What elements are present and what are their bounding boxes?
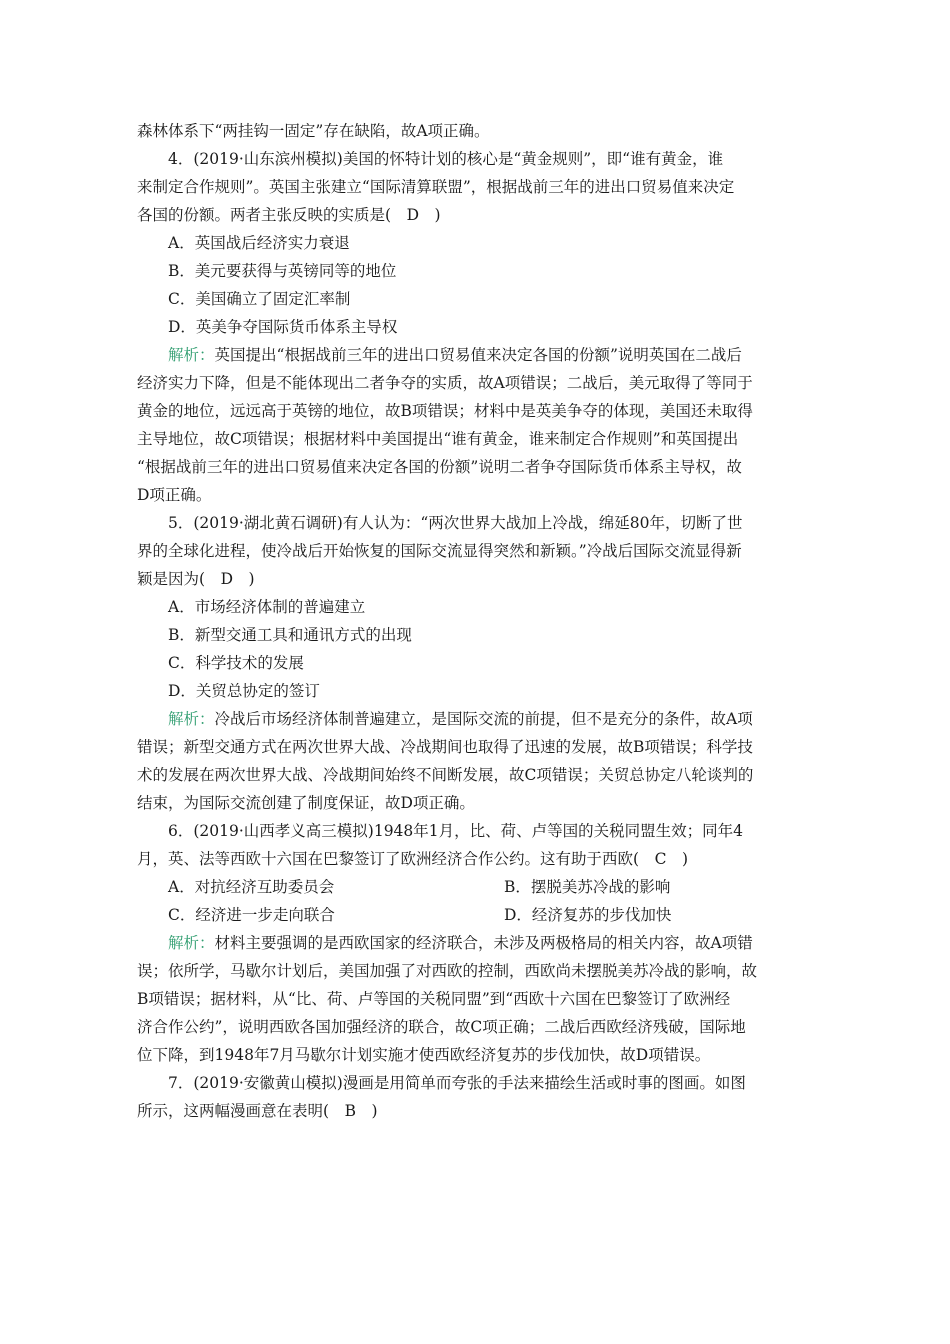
question-7-paren-close: ) bbox=[355, 1102, 378, 1120]
question-5-explanation-line-4: 结束，为国际交流创建了制度保证，故D项正确。 bbox=[137, 794, 475, 812]
question-5-option-c: C．科学技术的发展 bbox=[168, 654, 304, 672]
question-6-stem-line-1: 6．(2019·山西孝义高三模拟)1948年1月，比、荷、卢等国的关税同盟生效；同年4 bbox=[168, 822, 744, 840]
question-7-stem-line-1: 7．(2019·安徽黄山模拟)漫画是用简单而夸张的手法来描绘生活或时事的图画。如图 bbox=[168, 1074, 746, 1092]
question-4-paren-close: ) bbox=[419, 206, 441, 224]
question-4-option-d: D．英美争夺国际货币体系主导权 bbox=[168, 318, 398, 336]
question-7-stem-text: 所示，这两幅漫画意在表明( bbox=[137, 1102, 345, 1120]
question-6-stem-line-2 bbox=[137, 849, 688, 869]
question-6-explanation-text: 材料主要强调的是西欧国家的经济联合，未涉及两极格局的相关内容，故A项错 bbox=[214, 934, 753, 952]
question-6-explanation-line-3: B项错误；据材料，从“比、荷、卢等国的关税同盟”到“西欧十六国在巴黎签订了欧洲经 bbox=[137, 990, 731, 1008]
explanation-label: 解析： bbox=[168, 710, 215, 728]
question-7-answer: B bbox=[344, 1102, 356, 1120]
question-4-stem-line-3 bbox=[137, 205, 441, 225]
question-6-explanation-line-4: 济合作公约”，说明西欧各国加强经济的联合，故C项正确；二战后西欧经济残破，国际地 bbox=[137, 1018, 746, 1036]
question-5-stem-line-1: 5．(2019·湖北黄石调研)有人认为：“两次世界大战加上冷战，绵延80年，切断了世 bbox=[168, 514, 743, 532]
question-6-explanation-line-1 bbox=[168, 933, 753, 953]
question-4-explanation-line-6: D项正确。 bbox=[137, 486, 212, 504]
question-6-option-d: D．经济复苏的步伐加快 bbox=[504, 906, 672, 924]
question-4-stem-text: 各国的份额。两者主张反映的实质是( bbox=[137, 206, 407, 224]
question-5-option-b: B．新型交通工具和通讯方式的出现 bbox=[168, 626, 412, 644]
question-4-stem-line-2: 来制定合作规则”。英国主张建立“国际清算联盟”，根据战前三年的进出口贸易值来决定 bbox=[137, 178, 735, 196]
question-6-paren-close: ) bbox=[666, 850, 688, 868]
question-5-stem-text: 颖是因为( bbox=[137, 570, 221, 588]
explanation-label: 解析： bbox=[168, 934, 215, 952]
question-4-explanation-line-5: “根据战前三年的进出口贸易值来决定各国的份额”说明二者争夺国际货币体系主导权，故 bbox=[137, 458, 742, 476]
question-6-option-b: B．摆脱美苏冷战的影响 bbox=[504, 878, 671, 896]
question-6-explanation-line-2: 误；依所学，马歇尔计划后，美国加强了对西欧的控制，西欧尚未摆脱美苏冷战的影响，故 bbox=[137, 962, 758, 980]
q3-explanation-end: 森林体系下“两挂钩一固定”存在缺陷，故A项正确。 bbox=[137, 122, 490, 140]
question-6-option-a: A．对抗经济互助委员会 bbox=[168, 878, 335, 896]
question-4-option-c: C．美国确立了固定汇率制 bbox=[168, 290, 351, 308]
question-6-explanation-line-5: 位下降，到1948年7月马歇尔计划实施才使西欧经济复苏的步伐加快，故D项错误。 bbox=[137, 1046, 711, 1064]
question-4-stem-line-1: 4．(2019·山东滨州模拟)美国的怀特计划的核心是“黄金规则”，即“谁有黄金，谁 bbox=[168, 150, 724, 168]
question-5-explanation-line-3: 术的发展在两次世界大战、冷战期间始终不间断发展，故C项错误；关贸总协定八轮谈判的 bbox=[137, 766, 754, 784]
question-5-option-d: D．关贸总协定的签订 bbox=[168, 682, 320, 700]
question-5-paren-close: ) bbox=[233, 570, 255, 588]
question-5-explanation-text: 冷战后市场经济体制普遍建立，是国际交流的前提，但不是充分的条件，故A项 bbox=[214, 710, 753, 728]
question-5-answer: D bbox=[220, 570, 233, 588]
question-4-explanation-line-3: 黄金的地位，远远高于英镑的地位，故B项错误；材料中是英美争夺的体现，美国还未取得 bbox=[137, 402, 753, 420]
question-5-explanation-line-2: 错误；新型交通方式在两次世界大战、冷战期间也取得了迅速的发展，故B项错误；科学技 bbox=[137, 738, 753, 756]
question-4-answer: D bbox=[406, 206, 419, 224]
question-6-stem-text: 月，英、法等西欧十六国在巴黎签订了欧洲经济合作公约。这有助于西欧( bbox=[137, 850, 655, 868]
question-4-explanation-line-1 bbox=[168, 345, 742, 365]
question-5-stem-line-3 bbox=[137, 569, 255, 589]
question-4-explanation-line-4: 主导地位，故C项错误；根据材料中美国提出“谁有黄金，谁来制定合作规则”和英国提出 bbox=[137, 430, 739, 448]
question-4-option-a: A．英国战后经济实力衰退 bbox=[168, 234, 350, 252]
question-6-answer: C bbox=[654, 850, 667, 868]
question-5-option-a: A．市场经济体制的普遍建立 bbox=[168, 598, 366, 616]
question-5-stem-line-2: 界的全球化进程，使冷战后开始恢复的国际交流显得突然和新颖。”冷战后国际交流显得新 bbox=[137, 542, 742, 560]
question-6-option-c: C．经济进一步走向联合 bbox=[168, 906, 335, 924]
question-5-explanation-line-1 bbox=[168, 709, 753, 729]
question-4-explanation-text: 英国提出“根据战前三年的进出口贸易值来决定各国的份额”说明英国在二战后 bbox=[214, 346, 742, 364]
question-7-stem-line-2 bbox=[137, 1101, 378, 1121]
question-4-explanation-line-2: 经济实力下降，但是不能体现出二者争夺的实质，故A项错误；二战后，美元取得了等同于 bbox=[137, 374, 753, 392]
explanation-label: 解析： bbox=[168, 346, 215, 364]
question-4-option-b: B．美元要获得与英镑同等的地位 bbox=[168, 262, 397, 280]
